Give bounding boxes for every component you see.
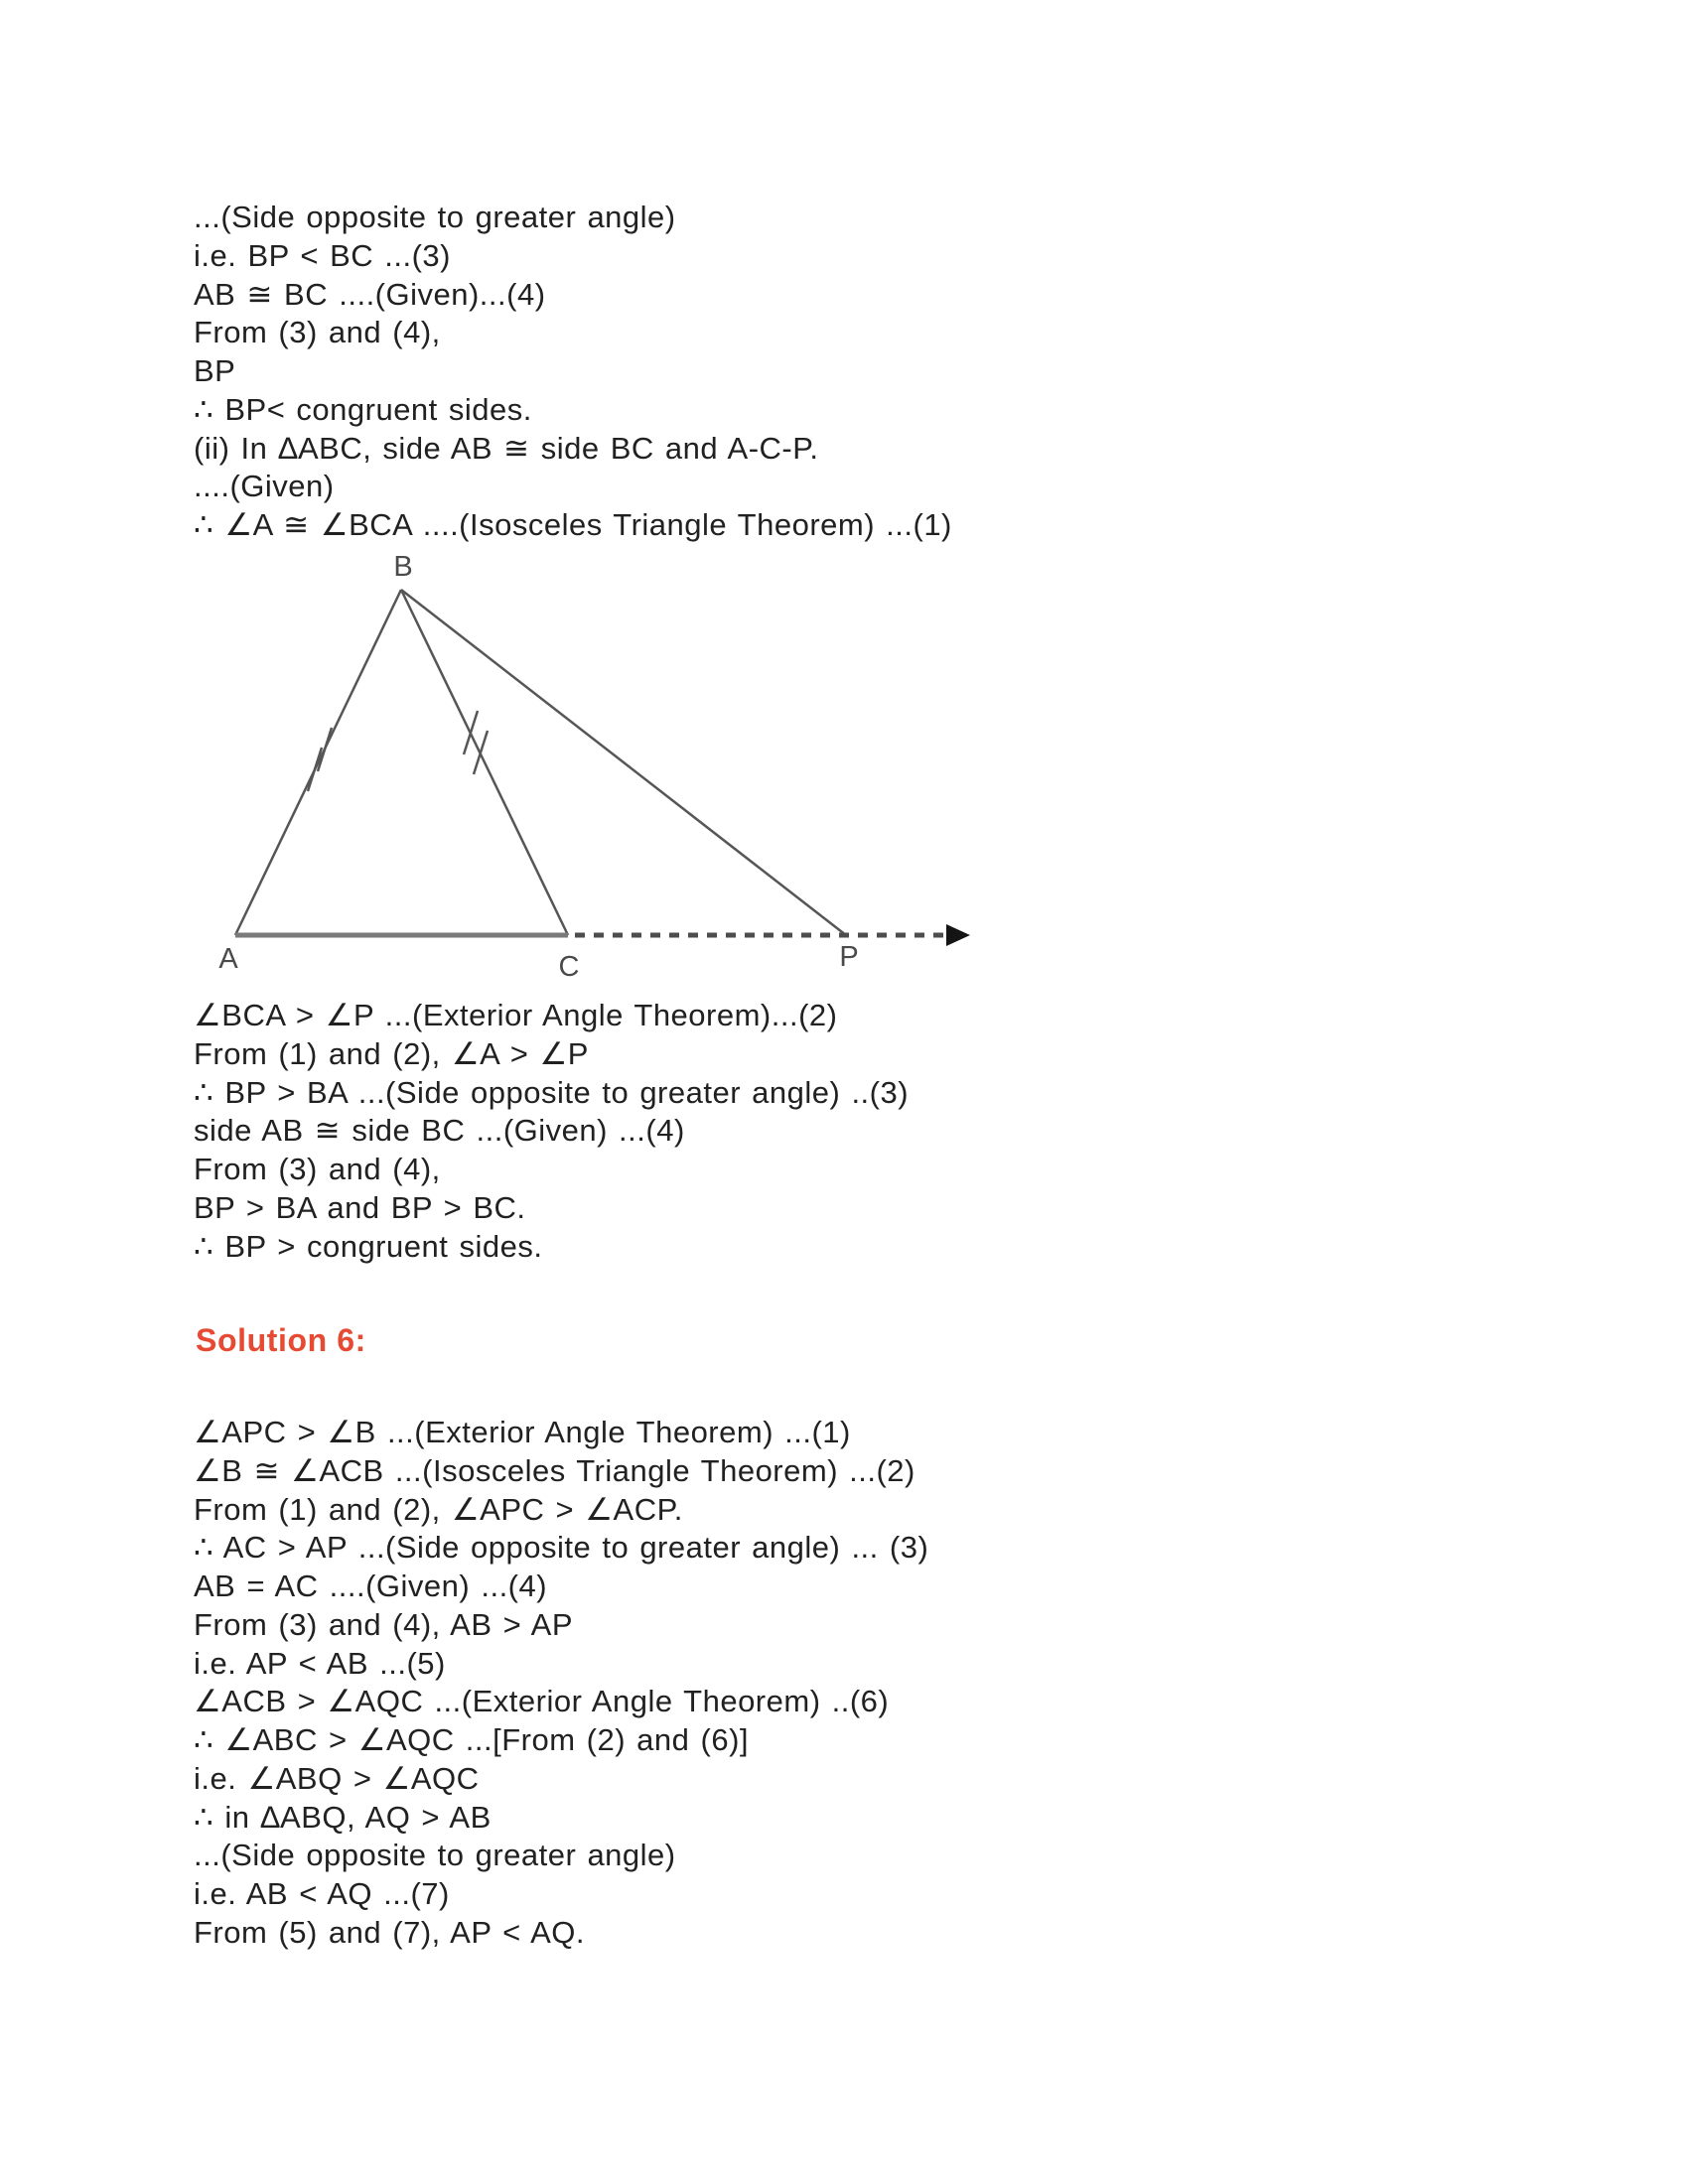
proof-block-3 bbox=[194, 1414, 928, 1953]
triangle-figure bbox=[179, 536, 993, 993]
text-line: ∴ ∠ABC > ∠AQC ...[From (2) and (6)] bbox=[194, 1722, 749, 1758]
text-line: side AB ≅ side BC ...(Given) ...(4) bbox=[194, 1113, 685, 1149]
text-line: ∠APC > ∠B ...(Exterior Angle Theorem) ...(1) bbox=[194, 1415, 851, 1449]
text-line: From (3) and (4), AB > AP bbox=[194, 1606, 573, 1642]
text-line: i.e. BP < BC ...(3) bbox=[194, 237, 451, 273]
text-line: ∴ BP< congruent sides. bbox=[194, 391, 532, 427]
text-line: From (1) and (2), ∠APC > ∠ACP. bbox=[194, 1491, 683, 1527]
text-line: AB ≅ BC ....(Given)...(4) bbox=[194, 276, 546, 312]
text-line: From (3) and (4), bbox=[194, 315, 441, 350]
vertex-label-a: A bbox=[218, 943, 238, 975]
text-line: ∴ ∠A ≅ ∠BCA ....(Isosceles Triangle Theorem) ...(1) bbox=[194, 507, 952, 543]
text-line: i.e. AP < AB ...(5) bbox=[194, 1645, 446, 1681]
side-bc bbox=[401, 590, 568, 935]
text-line: i.e. ∠ABQ > ∠AQC bbox=[194, 1760, 480, 1796]
text-line: ....(Given) bbox=[194, 469, 335, 504]
text-line: BP > BA and BP > BC. bbox=[194, 1189, 526, 1225]
tick-mark-bc bbox=[474, 731, 488, 774]
text-line: AB = AC ....(Given) ...(4) bbox=[194, 1569, 548, 1604]
triangle-diagram bbox=[179, 536, 993, 993]
text-line: From (1) and (2), ∠A > ∠P bbox=[194, 1035, 589, 1071]
text-line: From (5) and (7), AP < AQ. bbox=[194, 1914, 585, 1950]
text-line: ∠ACB > ∠AQC ...(Exterior Angle Theorem) ..(6) bbox=[194, 1684, 890, 1719]
segment-bp bbox=[401, 590, 846, 935]
text-line: From (3) and (4), bbox=[194, 1152, 441, 1187]
text-line: (ii) In ∆ABC, side AB ≅ side BC and A-C-P. bbox=[194, 430, 819, 466]
proof-block-1 bbox=[194, 199, 952, 545]
text-line: ∴ BP > BA ...(Side opposite to greater angle) ..(3) bbox=[194, 1074, 910, 1110]
solution-6-heading: Solution 6: bbox=[196, 1322, 366, 1358]
proof-block-2 bbox=[194, 997, 909, 1266]
text-line: ∠BCA > ∠P ...(Exterior Angle Theorem)...(2) bbox=[194, 998, 838, 1032]
vertex-label-c: C bbox=[558, 951, 580, 983]
text-line: ∴ in ∆ABQ, AQ > AB bbox=[194, 1799, 492, 1835]
vertex-label-b: B bbox=[393, 551, 413, 583]
text-line: ...(Side opposite to greater angle) bbox=[194, 1838, 676, 1873]
text-line: ∠B ≅ ∠ACB ...(Isosceles Triangle Theorem) ...(2) bbox=[194, 1452, 915, 1488]
ray-arrowhead-icon bbox=[946, 924, 970, 946]
tick-mark-bc bbox=[464, 711, 478, 754]
text-line: ∴ BP > congruent sides. bbox=[194, 1228, 543, 1264]
text-line: ...(Side opposite to greater angle) bbox=[194, 200, 676, 234]
text-line: ∴ AC > AP ...(Side opposite to greater angle) ... (3) bbox=[194, 1530, 929, 1566]
vertex-label-p: P bbox=[839, 941, 859, 973]
text-line: BP bbox=[194, 353, 236, 389]
text-line: i.e. AB < AQ ...(7) bbox=[194, 1876, 450, 1912]
